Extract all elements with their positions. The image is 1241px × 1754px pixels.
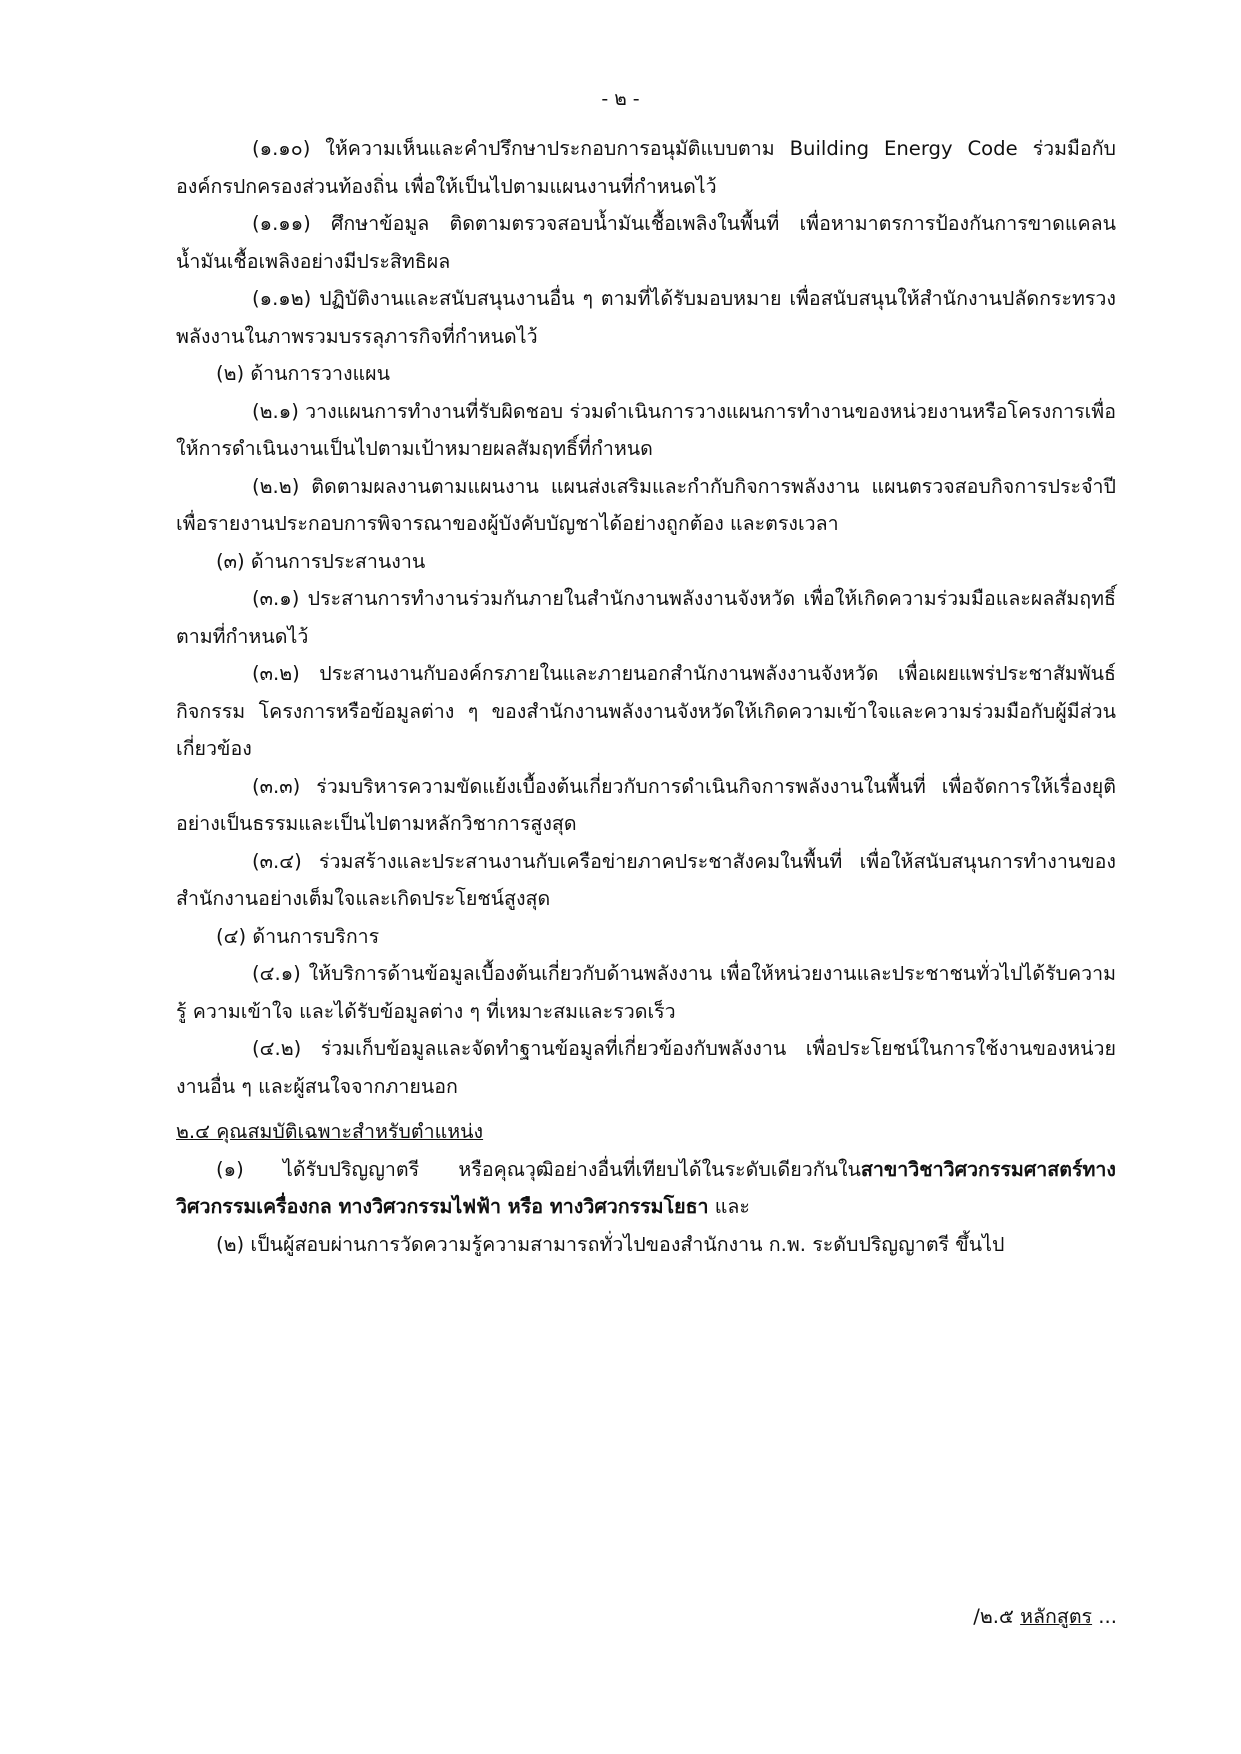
footer-suffix: ...	[1092, 1605, 1117, 1628]
paragraph-4-1: (๔.๑) ให้บริการด้านข้อมูลเบื้องต้นเกี่ยวกับด้านพลังงาน เพื่อให้หน่วยงานและประชาชนทั่วไปได้รับความรู้ ความเข้าใจ และได้รับข้อมูลต่าง ๆ ที่เหมาะสมและรวดเร็ว	[176, 962, 1116, 1023]
footer-next-section: หลักสูตร	[1020, 1605, 1093, 1628]
page-number: - ๒ -	[601, 88, 640, 110]
qualification-1-prefix: (๑) ได้รับปริญญาตรี หรือคุณวุฒิอย่างอื่นที่เทียบได้ในระดับเดียวกันใน	[216, 1157, 861, 1181]
paragraph-3-4: (๓.๔) ร่วมสร้างและประสานงานกับเครือข่ายภาคประชาสังคมในพื้นที่ เพื่อให้สนับสนุนการทำงานของสำนักงานอย่างเต็มใจและเกิดประโยชน์สูงสุด	[176, 849, 1116, 910]
footer-prefix: /๒.๕	[973, 1605, 1021, 1628]
paragraph-1-10: (๑.๑๐) ให้ความเห็นและคำปรึกษาประกอบการอนุมัติแบบตาม Building Energy Code ร่วมมือกับองค์กรปกครองส่วนท้องถิ่น เพื่อให้เป็นไปตามแผนงานที่กำหนดไว้	[176, 137, 1116, 198]
qualification-2: (๒) เป็นผู้สอบผ่านการวัดความรู้ความสามารถทั่วไปของสำนักงาน ก.พ. ระดับปริญญาตรี ขึ้นไป	[216, 1232, 1005, 1256]
section-heading-qualifications: ๒.๔ คุณสมบัติเฉพาะสำหรับตำแหน่ง	[176, 1120, 484, 1143]
paragraph-1-11: (๑.๑๑) ศึกษาข้อมูล ติดตามตรวจสอบน้ำมันเชื้อเพลิงในพื้นที่ เพื่อหามาตรการป้องกันการขาดแคลนน้ำมันเชื้อเพลิงอย่างมีประสิทธิผล	[176, 212, 1116, 273]
paragraph-2-2: (๒.๒) ติดตามผลงานตามแผนงาน แผนส่งเสริมและกำกับกิจการพลังงาน แผนตรวจสอบกิจการประจำปีเพื่อรายงานประกอบการพิจารณาของผู้บังคับบัญชาได้อย่างถูกต้อง และตรงเวลา	[176, 474, 1116, 535]
paragraph-2-1: (๒.๑) วางแผนการทำงานที่รับผิดชอบ ร่วมดำเนินการวางแผนการทำงานของหน่วยงานหรือโครงการเพื่อให้การดำเนินงานเป็นไปตามเป้าหมายผลสัมฤทธิ์ที่กำหนด	[176, 399, 1116, 460]
paragraph-3-3: (๓.๓) ร่วมบริหารความขัดแย้งเบื้องต้นเกี่ยวกับการดำเนินกิจการพลังงานในพื้นที่ เพื่อจัดการให้เรื่องยุติอย่างเป็นธรรมและเป็นไปตามหลักวิชาการสูงสุด	[176, 774, 1116, 835]
heading-coordination: (๓) ด้านการประสานงาน	[216, 549, 426, 573]
paragraph-4-2: (๔.๒) ร่วมเก็บข้อมูลและจัดทำฐานข้อมูลที่เกี่ยวข้องกับพลังงาน เพื่อประโยชน์ในการใช้งานของหน่วยงานอื่น ๆ และผู้สนใจจากภายนอก	[176, 1037, 1116, 1098]
paragraph-3-1: (๓.๑) ประสานการทำงานร่วมกันภายในสำนักงานพลังงานจังหวัด เพื่อให้เกิดความร่วมมือและผลสัมฤทธิ์ตามที่กำหนดไว้	[176, 587, 1116, 648]
heading-service: (๔) ด้านการบริการ	[216, 924, 380, 948]
document-body	[176, 130, 1116, 1263]
qualification-1-suffix: และ	[708, 1195, 750, 1218]
paragraph-3-2: (๓.๒) ประสานงานกับองค์กรภายในและภายนอกสำนักงานพลังงานจังหวัด เพื่อเผยแพร่ประชาสัมพันธ์กิจกรรม โครงการหรือข้อมูลต่าง ๆ ของสำนักงานพลังงานจังหวัดให้เกิดความเข้าใจและความร่วมมือกับผู้มีส่วนเกี่ยวข้อง	[176, 662, 1116, 760]
paragraph-1-12: (๑.๑๒) ปฏิบัติงานและสนับสนุนงานอื่น ๆ ตามที่ได้รับมอบหมาย เพื่อสนับสนุนให้สำนักงานปลัดกระทรวงพลังงานในภาพรวมบรรลุภารกิจที่กำหนดไว้	[176, 287, 1116, 348]
heading-planning: (๒) ด้านการวางแผน	[216, 362, 391, 385]
continuation-footer	[973, 1604, 1117, 1630]
qualification-1	[176, 1151, 1116, 1226]
qualification-1-fields: สาขาวิชาวิศวกรรมศาสตร์ทางวิศวกรรมเครื่องกล ทางวิศวกรรมไฟฟ้า หรือ ทางวิศวกรรมโยธา	[176, 1157, 1116, 1218]
